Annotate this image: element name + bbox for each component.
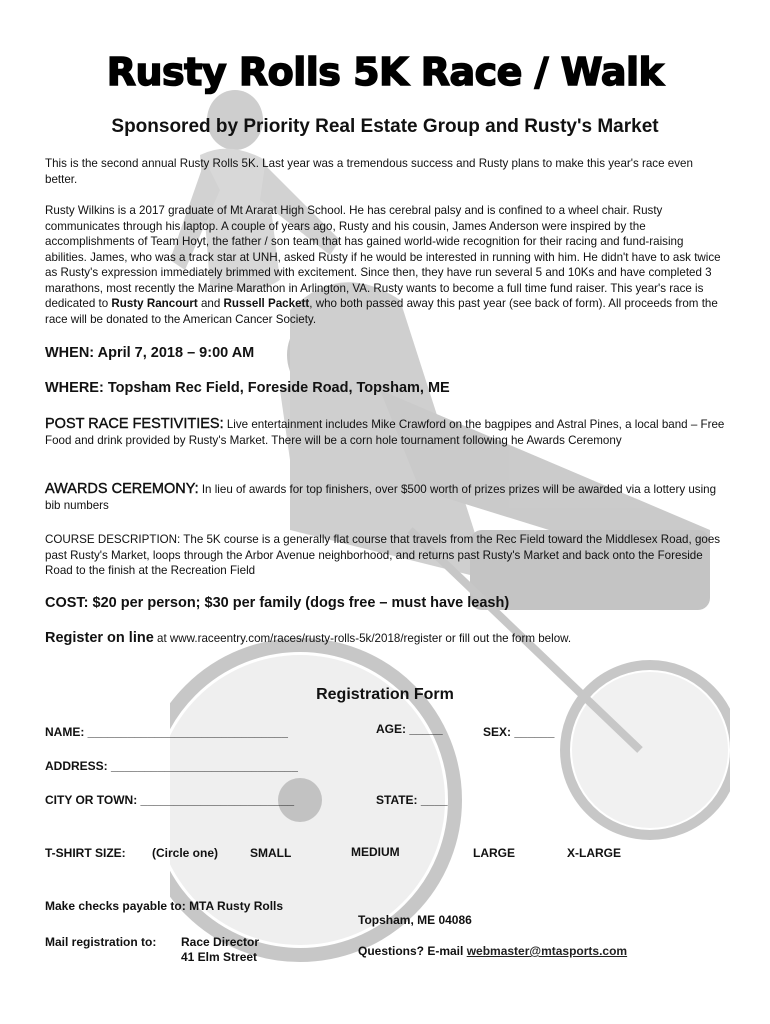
festivities-text: Live entertainment includes Mike Crawford on the bagpipes and Astral Pines, a local band – Free Food and drink provided by Rusty's Market. There will be a corn hole tournament following he Awards Ceremony: [45, 418, 725, 447]
awards-paragraph: [45, 482, 725, 513]
dedication-name-1: Rusty Rancourt: [111, 297, 198, 310]
tshirt-size-label: T-SHIRT SIZE:: [45, 846, 126, 860]
cost-line: COST: $20 per person; $30 per family (dogs free – must have leash): [45, 595, 510, 611]
awards-label: AWARDS CEREMONY:: [45, 481, 199, 497]
festivities-paragraph: [45, 417, 725, 448]
bio-paragraph: [45, 203, 725, 327]
size-large[interactable]: LARGE: [473, 846, 515, 860]
state-field[interactable]: STATE: ____: [376, 793, 448, 807]
mail-recipient: Race Director: [181, 935, 260, 949]
registration-form-title: Registration Form: [316, 686, 454, 703]
sponsor-subtitle: Sponsored by Priority Real Estate Group and Rusty's Market: [111, 116, 659, 137]
city-field[interactable]: CITY OR TOWN: _______________________: [45, 793, 295, 807]
awards-text: In lieu of awards for top finishers, over $500 worth of prizes prizes will be awarded via a lottery using bib numbers: [45, 483, 717, 512]
circle-one-note: (Circle one): [152, 846, 219, 860]
intro-paragraph: This is the second annual Rusty Rolls 5K. Last year was a tremendous success and Rusty plans to make this year's race even better.: [45, 157, 693, 186]
checks-payable: Make checks payable to: MTA Rusty Rolls: [45, 899, 284, 913]
register-label: Register on line: [45, 630, 154, 646]
register-line: [45, 631, 725, 646]
bio-and: and: [197, 297, 224, 310]
when-line: WHEN: April 7, 2018 – 9:00 AM: [45, 345, 255, 361]
sex-field[interactable]: SEX: ______: [483, 725, 555, 739]
where-line: WHERE: Topsham Rec Field, Foreside Road, Topsham, ME: [45, 380, 450, 396]
name-field[interactable]: NAME: ______________________________: [45, 725, 288, 739]
course-description: COURSE DESCRIPTION: The 5K course is a generally flat course that travels from the Rec Field toward the Middlesex Road, goes past Rusty's Market, loops through the Arbor Avenue neighborhood, and returns past Rusty's Market and back onto the Foreside Road to the finish at the Recreation Field: [45, 533, 721, 577]
contact-email-link[interactable]: webmaster@mtasports.com: [466, 944, 628, 958]
size-medium[interactable]: MEDIUM: [351, 845, 400, 859]
mail-registration-label: Mail registration to:: [45, 935, 157, 949]
questions-label: Questions? E-mail: [358, 944, 467, 958]
register-text: at www.raceentry.com/races/rusty-rolls-5k/2018/register or fill out the form below.: [153, 632, 572, 645]
city-state-zip: Topsham, ME 04086: [358, 913, 472, 927]
bio-text-after: , who both passed away this past year (see back of form). All proceeds from the race will be donated to the American Cancer Society.: [45, 297, 718, 326]
size-x-large[interactable]: X-LARGE: [567, 846, 621, 860]
bio-text-before: Rusty Wilkins is a 2017 graduate of Mt Ararat High School. He has cerebral palsy and is confined to a wheel chair. Rusty communicates through his laptop. A couple of years ago, Rusty and his cousin, James Anderson were inspired by the accomplishments of Team Hoyt, the father / son team that has gained world-wide recognition for their racing and fund-raising abilities. James, who was a track star at UNH, asked Rusty if he would be interested in running with him. He didn't have to ask twice as Rusty's expression immediately brimmed with excitement. Since then, they have run several 5 and 10Ks and have completed 3 marathons, most recently the Marine Marathon in Arlington, VA. Rusty wants to become a full time fund raiser. This year's race is dedicated to: [45, 204, 721, 310]
questions-line: [358, 944, 627, 958]
age-field[interactable]: AGE: _____: [376, 722, 443, 736]
address-field[interactable]: ADDRESS: ____________________________: [45, 759, 298, 773]
size-small[interactable]: SMALL: [250, 846, 292, 860]
festivities-label: POST RACE FESTIVITIES:: [45, 416, 224, 432]
mail-street: 41 Elm Street: [181, 950, 258, 964]
dedication-name-2: Russell Packett: [223, 297, 310, 310]
page-title: Rusty Rolls 5K Race / Walk: [106, 50, 664, 94]
